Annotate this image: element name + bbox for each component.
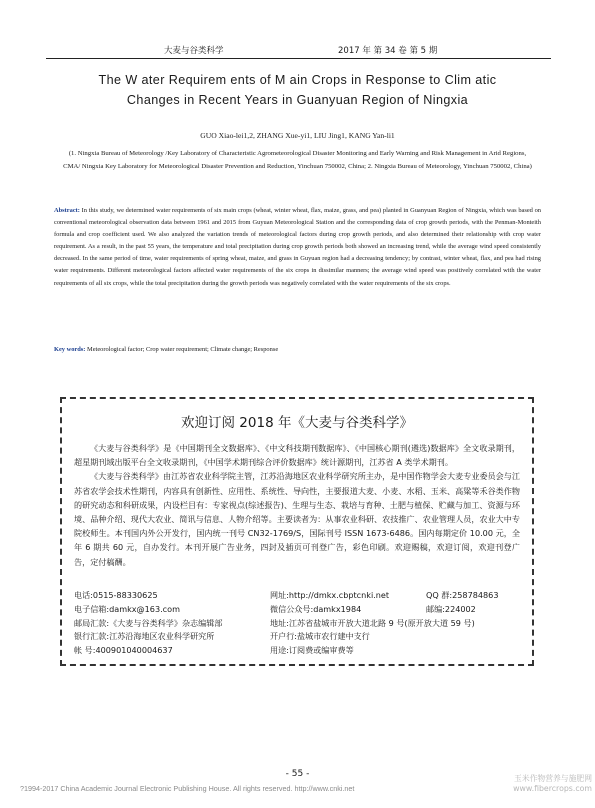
contact-row [74,617,524,631]
abstract-label: Abstract: [54,207,80,214]
ad-contacts [74,589,524,658]
contact-phone: 电话:0515-88330625 [74,590,158,600]
page-number: - 55 - [285,769,310,779]
contact-purpose: 用途:订阅费或编审费等 [270,645,354,656]
header-rule [46,58,551,59]
keywords [54,346,541,353]
title-line-1: The W ater Requirem ents of M ain Crops in Response to Clim atic [98,73,497,87]
contact-row [74,589,524,603]
title-line-2: Changes in Recent Years in Guanyuan Region of Ningxia [126,93,469,107]
contact-postcode: 邮编:224002 [426,603,476,614]
contact-website: 网址:http://dmkx.cbptcnki.net [270,590,390,600]
contact-bank-remit: 银行汇款:江苏沿海地区农业科学研究所 [74,631,215,642]
contact-account: 帐 号:400901040004637 [74,645,173,656]
article-title [70,70,525,110]
abstract-text: In this study, we determined water requirements of six main crops (wheat, winter wheat, flax, maize, grass, and pea) planted in Guanyuan Region of Ningxia, which was based on conventional meteorological observation data between 1961 and 2015 from Guyuan Meteorological Station and the corresponding data of crop growth periods, with the Penman-Monteith formula and crop coefficient used. We also analyzed the variation trends of meteorological factors during crop growth periods, and also determined their relationship with crop water requirement. As a result, in the past 55 years, the temperature and total precipitation during crop growth periods both showed an increasing trend, while the average wind speed consistently decreased. In the same period of time, water requirements of spring wheat, maize, and grass in Guyuan region had a decreasing tendency; by contrast, winter wheat, flax, and pea had rising water requirements. Different meteorological factors affected water requirements of the six crops in dissimilar manners; the average wind speed was positively correlated with the water requirements of all six crops, while the total precipitation during the growth periods was negatively correlated with the water requirements of the six crops. [54,207,541,287]
author-list: GUO Xiao-lei1,2, ZHANG Xue-yi1, LIU Jing1, KANG Yan-li1 [200,131,395,140]
keywords-label: Key words: [54,346,86,353]
journal-name: 大麦与谷类科学 [164,46,224,56]
watermark-line-2: www.fibercrops.com [513,784,592,793]
copyright-footer: ?1994-2017 China Academic Journal Electronic Publishing House. All rights reserved. http://www.cnki.net [20,784,355,793]
watermark-line-1: 玉米作物营养与施肥网 [514,774,592,783]
contact-row [74,603,524,617]
contact-address: 地址:江苏省盐城市开放大道北路 9 号(原开放大道 59 号) [270,617,475,628]
ad-paragraph-1: 《大麦与谷类科学》是《中国期刊全文数据库》、《中文科技期刊数据库》、《中国核心期刊(遴选)数据库》全文收录期刊，超星期刊域出版平台全文收录期刊，《中国学术期刊综合评价数据库》统计源期刊，江苏省 A 类学术期刊。 [74,443,520,468]
contact-qq: QQ 群:258784863 [426,590,499,600]
issue-info: 2017 年 第 34 卷 第 5 期 [338,46,438,56]
keywords-text: Meteorological factor; Crop water requirement; Climate change; Response [87,346,279,353]
affiliation: (1. Ningxia Bureau of Meteorology /Key Laboratory of Characteristic Agrometeorological Disaster Monitoring and Early Warning and Risk Management in Arid Regions, CMA/ Ningxia Key Laboratory for Meteorological Disaster Prevention and Reduction, Yinchuan 750002, China; 2. Ningxia Bureau of Meteorology, Yinchuan 750002, China) [63,150,532,170]
contact-email: 电子信箱:damkx@163.com [74,603,180,614]
contact-wechat: 微信公众号:damkx1984 [270,603,362,614]
ad-body [74,441,520,569]
ad-paragraph-2: 《大麦与谷类科学》由江苏省农业科学院主管，江苏沿海地区农业科学研究所主办，是中国作物学会大麦专业委员会与江苏省农学会技术性期刊，内容具有创新性、应用性、系统性、导向性，主要报道大麦、小麦、水稻、玉米、高粱等禾谷类作物的研究动态和科研成果，内设栏目有：专家视点(综述报告)、生理与生态、栽培与育种、土肥与植保、贮藏与加工、资源与环境、品种介绍、现代大农业、简讯与信息、人物介绍等。主要读者为：从事农业科研、农技推广、农业管理人员，农业大中专院校师生。本刊国内外公开发行，国内统一刊号 CN32-1769/S，国际刊号 ISSN 1673-6486。国内每期定价 10.00 元，全年 6 期共 60 元，自办发行。本刊开展广告业务，四封及插页可刊登广告，彩色印刷。欢迎赐稿，欢迎订阅，欢迎刊登广告，定付稿酬。 [74,471,520,567]
ad-title: 欢迎订阅 2018 年《大麦与谷类科学》 [181,415,413,431]
subscription-ad-box [60,397,534,666]
contact-bank-branch: 开户行:盐城市农行建中支行 [270,631,370,642]
contact-postal-remit: 邮局汇款:《大麦与谷类科学》杂志编辑部 [74,617,223,628]
watermark [488,774,592,794]
contact-row [74,644,524,658]
abstract [54,205,541,290]
contact-row [74,630,524,644]
